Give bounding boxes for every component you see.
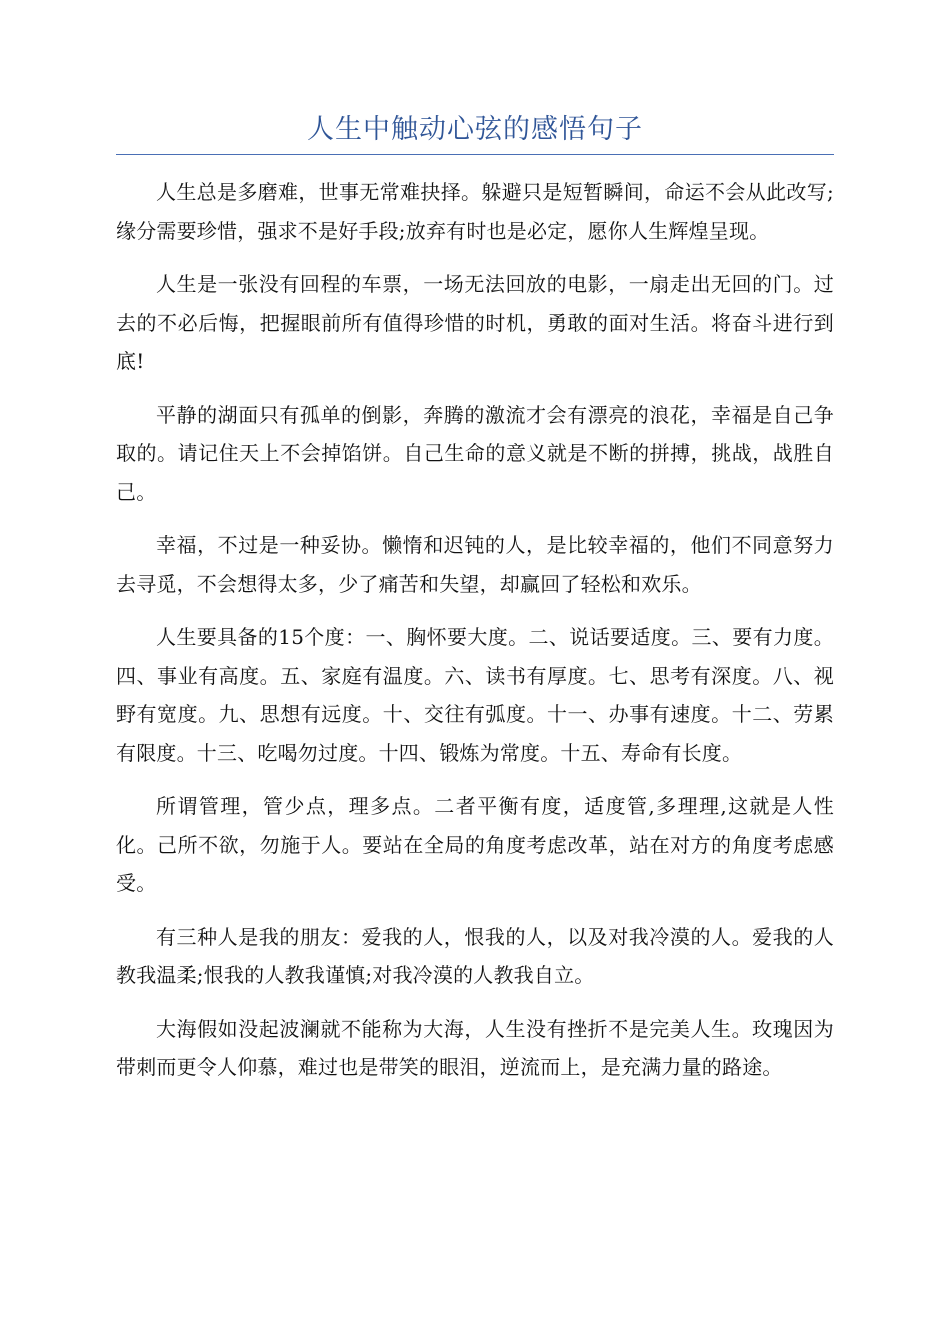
paragraph-3: 平静的湖面只有孤单的倒影，奔腾的激流才会有漂亮的浪花，幸福是自己争取的。请记住天上不会掉馅饼。自己生命的意义就是不断的拼搏，挑战，战胜自己。: [116, 402, 834, 504]
page-title: 人生中触动心弦的感悟句子: [307, 114, 643, 145]
paragraph-5: 人生要具备的15个度：一、胸怀要大度。二、说话要适度。三、要有力度。四、事业有高度。五、家庭有温度。六、读书有厚度。七、思考有深度。八、视野有宽度。九、思想有远度。十、交往有弧度。十一、办事有速度。十二、劳累有限度。十三、吃喝勿过度。十四、锻炼为常度。十五、寿命有长度。: [116, 625, 834, 765]
document-body: [116, 173, 834, 1102]
paragraph-8: 大海假如没起波澜就不能称为大海，人生没有挫折不是完美人生。玫瑰因为带刺而更令人仰慕，难过也是带笑的眼泪，逆流而上，是充满力量的路途。: [116, 1016, 834, 1079]
title-underline: [116, 154, 834, 155]
paragraph-1: 人生总是多磨难，世事无常难抉择。躲避只是短暂瞬间，命运不会从此改写;缘分需要珍惜，强求不是好手段;放弃有时也是必定，愿你人生辉煌呈现。: [116, 180, 834, 243]
paragraph-7: 有三种人是我的朋友：爱我的人，恨我的人，以及对我冷漠的人。爱我的人教我温柔;恨我的人教我谨慎;对我冷漠的人教我自立。: [116, 924, 834, 987]
paragraph-6: 所谓管理，管少点，理多点。二者平衡有度，适度管,多理理,这就是人性化。己所不欲，勿施于人。要站在全局的角度考虑改革，站在对方的角度考虑感受。: [116, 794, 834, 895]
paragraph-2: 人生是一张没有回程的车票，一场无法回放的电影，一扇走出无回的门。过去的不必后悔，把握眼前所有值得珍惜的时机，勇敢的面对生活。将奋斗进行到底!: [116, 272, 834, 373]
paragraph-4: 幸福，不过是一种妥协。懒惰和迟钝的人，是比较幸福的，他们不同意努力去寻觅，不会想得太多，少了痛苦和失望，却赢回了轻松和欢乐。: [116, 533, 834, 596]
